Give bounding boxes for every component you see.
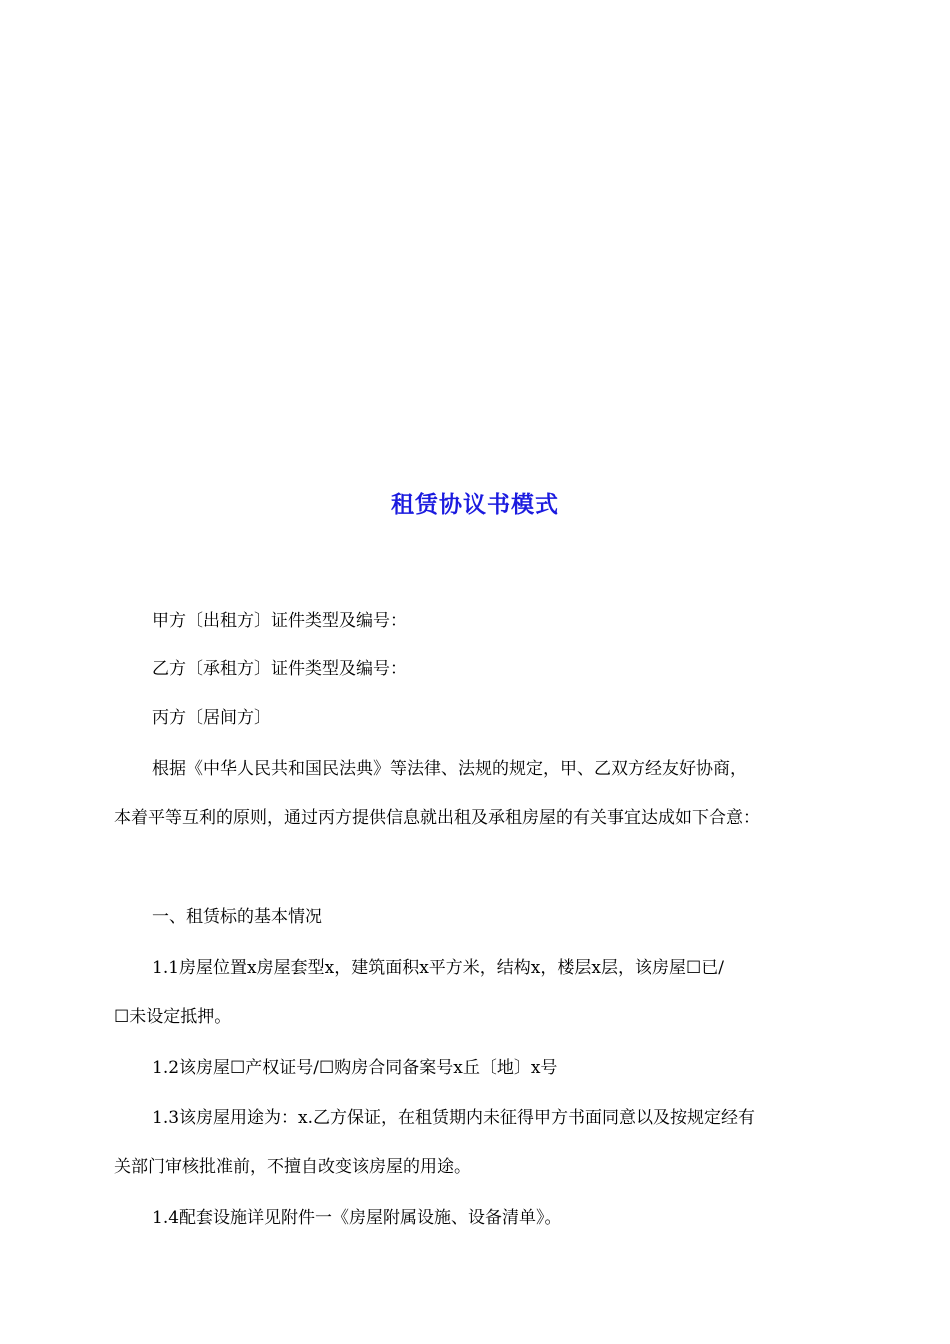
clause-1-3-line-1: 1.3该房屋用途为：x.乙方保证，在租赁期内未征得甲方书面同意以及按规定经有 bbox=[152, 1108, 756, 1128]
party-c-line: 丙方〔居间方〕 bbox=[152, 708, 271, 728]
clause-1-1-line-2: ☐未设定抵押。 bbox=[114, 1007, 232, 1027]
preamble-line-2: 本着平等互利的原则，通过丙方提供信息就出租及承租房屋的有关事宜达成如下合意： bbox=[114, 808, 760, 828]
party-a-line: 甲方〔出租方〕证件类型及编号： bbox=[152, 611, 407, 631]
document-title: 租赁协议书模式 bbox=[391, 492, 559, 518]
clause-1-3-line-2: 关部门审核批准前，不擅自改变该房屋的用途。 bbox=[114, 1157, 471, 1177]
clause-1-1-line-1: 1.1房屋位置x房屋套型x，建筑面积x平方米，结构x，楼层x层，该房屋☐已/ bbox=[152, 958, 724, 978]
party-b-line: 乙方〔承租方〕证件类型及编号： bbox=[152, 659, 407, 679]
section-1-heading: 一、租赁标的基本情况 bbox=[152, 907, 322, 927]
clause-1-2: 1.2该房屋☐产权证号/☐购房合同备案号x丘〔地〕x号 bbox=[152, 1058, 558, 1078]
clause-1-4: 1.4配套设施详见附件一《房屋附属设施、设备清单》。 bbox=[152, 1208, 562, 1228]
preamble-line-1: 根据《中华人民共和国民法典》等法律、法规的规定，甲、乙双方经友好协商， bbox=[152, 759, 747, 779]
